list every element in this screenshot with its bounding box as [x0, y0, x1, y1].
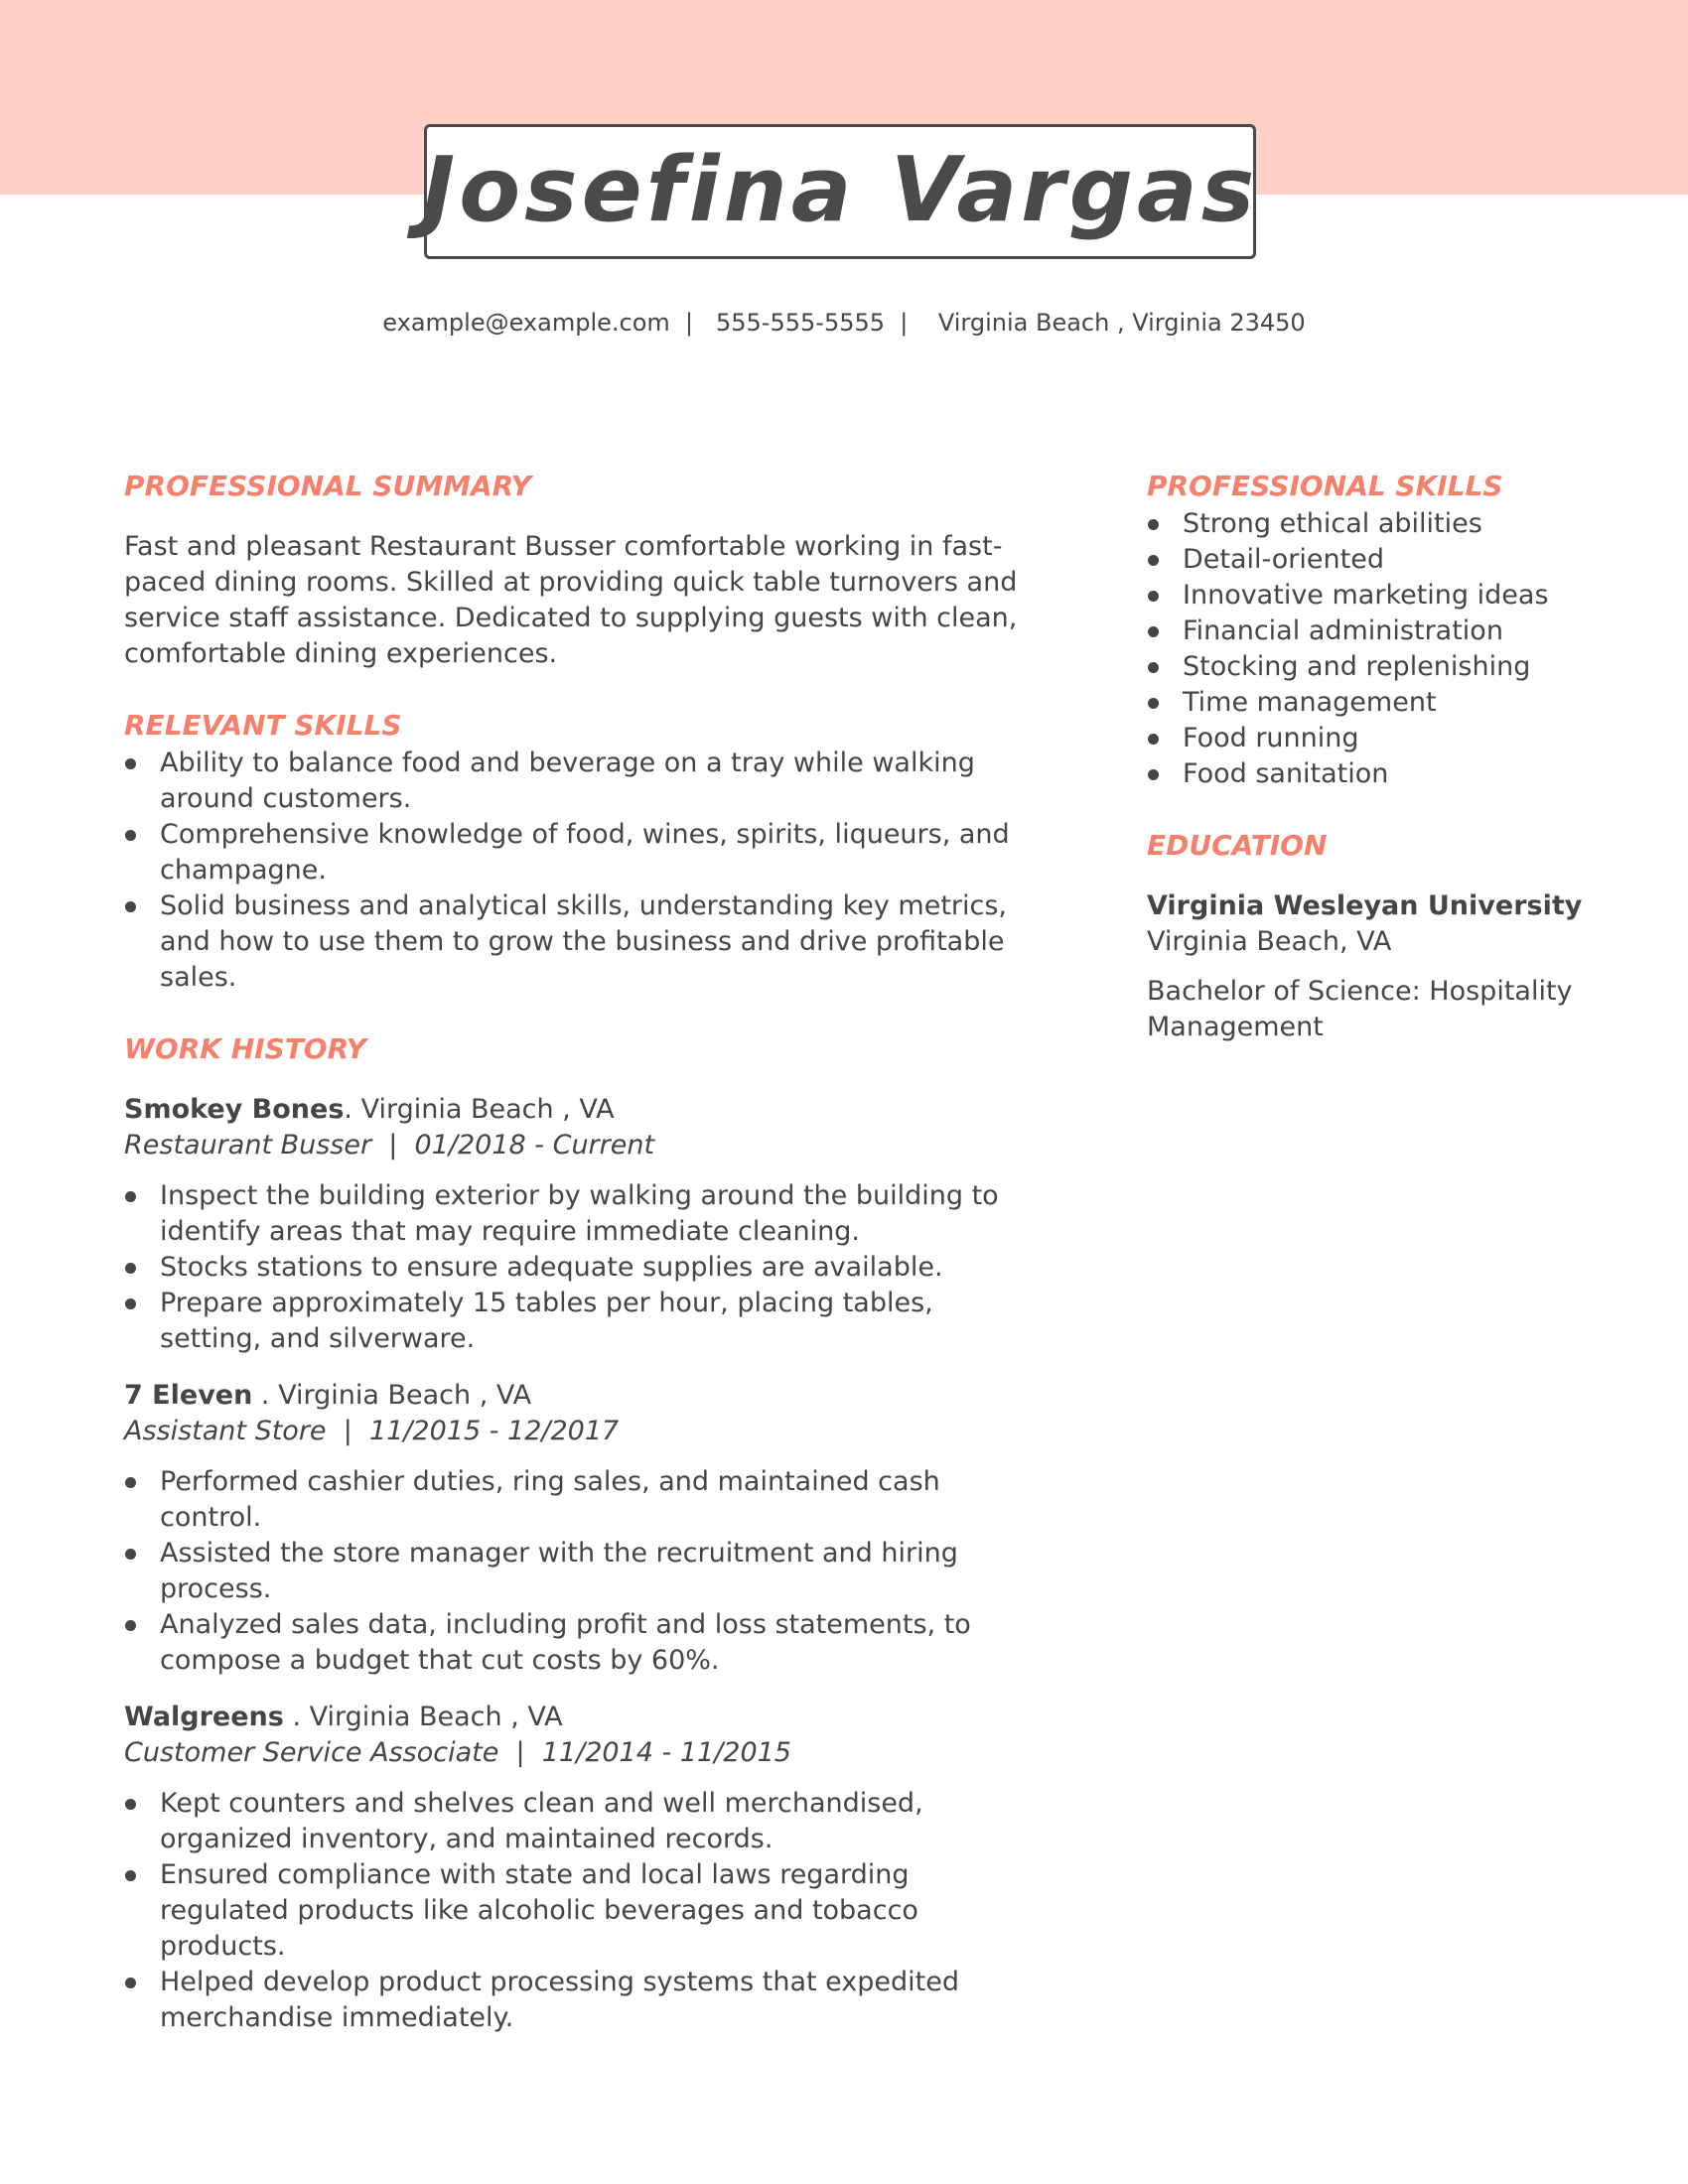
list-item-text: Food sanitation	[1183, 758, 1389, 789]
list-item-text: Kept counters and shelves clean and well merchandised, organized inventory, and maintained records.	[160, 1788, 923, 1854]
bullet-icon	[1148, 734, 1159, 745]
job-location: . Virginia Beach , VA	[283, 1702, 563, 1732]
job-role: Restaurant Busser | 01/2018 - Current	[124, 1130, 655, 1160]
name-box	[421, 124, 1259, 259]
bullet-icon	[1148, 626, 1159, 637]
job-company: Smokey Bones	[124, 1094, 345, 1125]
bullet-icon	[1148, 555, 1159, 566]
bullet-icon	[125, 1263, 136, 1274]
list-item	[124, 1857, 1038, 1965]
list-item	[1147, 685, 1584, 721]
job-bullets	[124, 1464, 1038, 1679]
bullet-icon	[1148, 519, 1159, 530]
bullet-icon	[125, 758, 136, 769]
professional-skills-title: PROFESSIONAL SKILLS	[1147, 470, 1503, 502]
bullet-icon	[125, 830, 136, 841]
bullet-icon	[125, 1477, 136, 1488]
list-item-text: Analyzed sales data, including profit and loss statements, to compose a budget that cut costs by 60%.	[160, 1609, 971, 1676]
job-entry	[124, 1092, 1038, 1357]
list-item-text: Innovative marketing ideas	[1183, 580, 1549, 611]
list-item	[1147, 578, 1584, 614]
bullet-icon	[125, 901, 136, 912]
list-item-text: Solid business and analytical skills, understanding key metrics, and how to use them to grow the business and drive profitable sales.	[160, 890, 1008, 993]
bullet-icon	[125, 1549, 136, 1560]
education-title: EDUCATION	[1147, 829, 1328, 862]
bullet-icon	[1148, 591, 1159, 602]
list-item-text: Ensured compliance with state and local laws regarding regulated products like alcoholic beverages and tobacco products.	[160, 1859, 918, 1962]
left-column	[124, 467, 1038, 2036]
list-item	[1147, 721, 1584, 756]
list-item-text: Stocking and replenishing	[1183, 651, 1531, 682]
bullet-icon	[125, 1298, 136, 1309]
list-item-text: Financial administration	[1183, 615, 1503, 646]
list-item	[1147, 506, 1584, 542]
job-location: . Virginia Beach , VA	[344, 1094, 615, 1125]
job-company: 7 Eleven	[124, 1380, 253, 1411]
list-item	[124, 1286, 1038, 1357]
list-item	[1147, 649, 1584, 685]
list-item-text: Helped develop product processing systems that expedited merchandise immediately.	[160, 1967, 960, 2033]
list-item	[1147, 756, 1584, 792]
relevant-skills-list	[124, 746, 1038, 996]
list-item-text: Prepare approximately 15 tables per hour, placing tables, setting, and silverware.	[160, 1288, 933, 1354]
list-item-text: Inspect the building exterior by walking around the building to identify areas that may require immediate cleaning.	[160, 1180, 999, 1247]
bullet-icon	[1148, 698, 1159, 709]
bullet-icon	[1148, 769, 1159, 780]
list-item	[124, 1965, 1038, 2036]
list-item	[124, 888, 1038, 996]
job-company: Walgreens	[124, 1702, 284, 1732]
work-history-title: WORK HISTORY	[124, 1032, 366, 1065]
list-item-text: Comprehensive knowledge of food, wines, spirits, liqueurs, and champagne.	[160, 819, 1010, 886]
job-header	[124, 1700, 1038, 1735]
bullet-icon	[125, 1191, 136, 1202]
contact-line: example@example.com | 555-555-5555 | Virginia Beach , Virginia 23450	[382, 309, 1306, 337]
right-column	[1147, 467, 1584, 1045]
bullet-icon	[125, 1620, 136, 1631]
list-item	[124, 1786, 1038, 1857]
bullet-icon	[125, 1870, 136, 1881]
job-role: Customer Service Associate | 11/2014 - 11/2015	[124, 1737, 791, 1768]
list-item-text: Time management	[1183, 687, 1437, 718]
bullet-icon	[1148, 662, 1159, 673]
list-item	[124, 1464, 1038, 1536]
list-item	[124, 817, 1038, 888]
list-item	[124, 1250, 1038, 1286]
list-item	[124, 1536, 1038, 1607]
job-bullets	[124, 1178, 1038, 1357]
job-header	[124, 1092, 1038, 1128]
job-header	[124, 1378, 1038, 1414]
job-bullets	[124, 1786, 1038, 2036]
list-item	[1147, 542, 1584, 578]
job-entry	[124, 1378, 1038, 1679]
professional-skills-list	[1147, 506, 1584, 792]
list-item	[124, 746, 1038, 817]
summary-title: PROFESSIONAL SUMMARY	[124, 470, 531, 502]
job-entry	[124, 1700, 1038, 2036]
candidate-name: Josefina Vargas	[421, 137, 1259, 242]
summary-text: Fast and pleasant Restaurant Busser comfortable working in fast-paced dining rooms. Skilled at providing quick table turnovers and service staff assistance. Dedicated to supplying guests with clean, comfortable dining experiences.	[124, 531, 1018, 669]
bullet-icon	[125, 1978, 136, 1988]
list-item	[124, 1178, 1038, 1250]
job-location: . Virginia Beach , VA	[252, 1380, 532, 1411]
bullet-icon	[125, 1799, 136, 1810]
list-item-text: Food running	[1183, 723, 1359, 753]
relevant-skills-title: RELEVANT SKILLS	[124, 709, 402, 742]
list-item-text: Strong ethical abilities	[1183, 508, 1482, 539]
list-item-text: Assisted the store manager with the recruitment and hiring process.	[160, 1538, 958, 1604]
job-role: Assistant Store | 11/2015 - 12/2017	[124, 1416, 620, 1446]
list-item-text: Ability to balance food and beverage on a tray while walking around customers.	[160, 748, 975, 814]
education-school: Virginia Wesleyan University	[1147, 890, 1583, 921]
list-item-text: Stocks stations to ensure adequate supplies are available.	[160, 1252, 943, 1283]
list-item	[124, 1607, 1038, 1679]
list-item-text: Performed cashier duties, ring sales, and maintained cash control.	[160, 1466, 940, 1533]
education-location: Virginia Beach, VA	[1147, 926, 1392, 957]
list-item-text: Detail-oriented	[1183, 544, 1384, 575]
list-item	[1147, 614, 1584, 649]
education-degree: Bachelor of Science: Hospitality Management	[1147, 976, 1573, 1042]
